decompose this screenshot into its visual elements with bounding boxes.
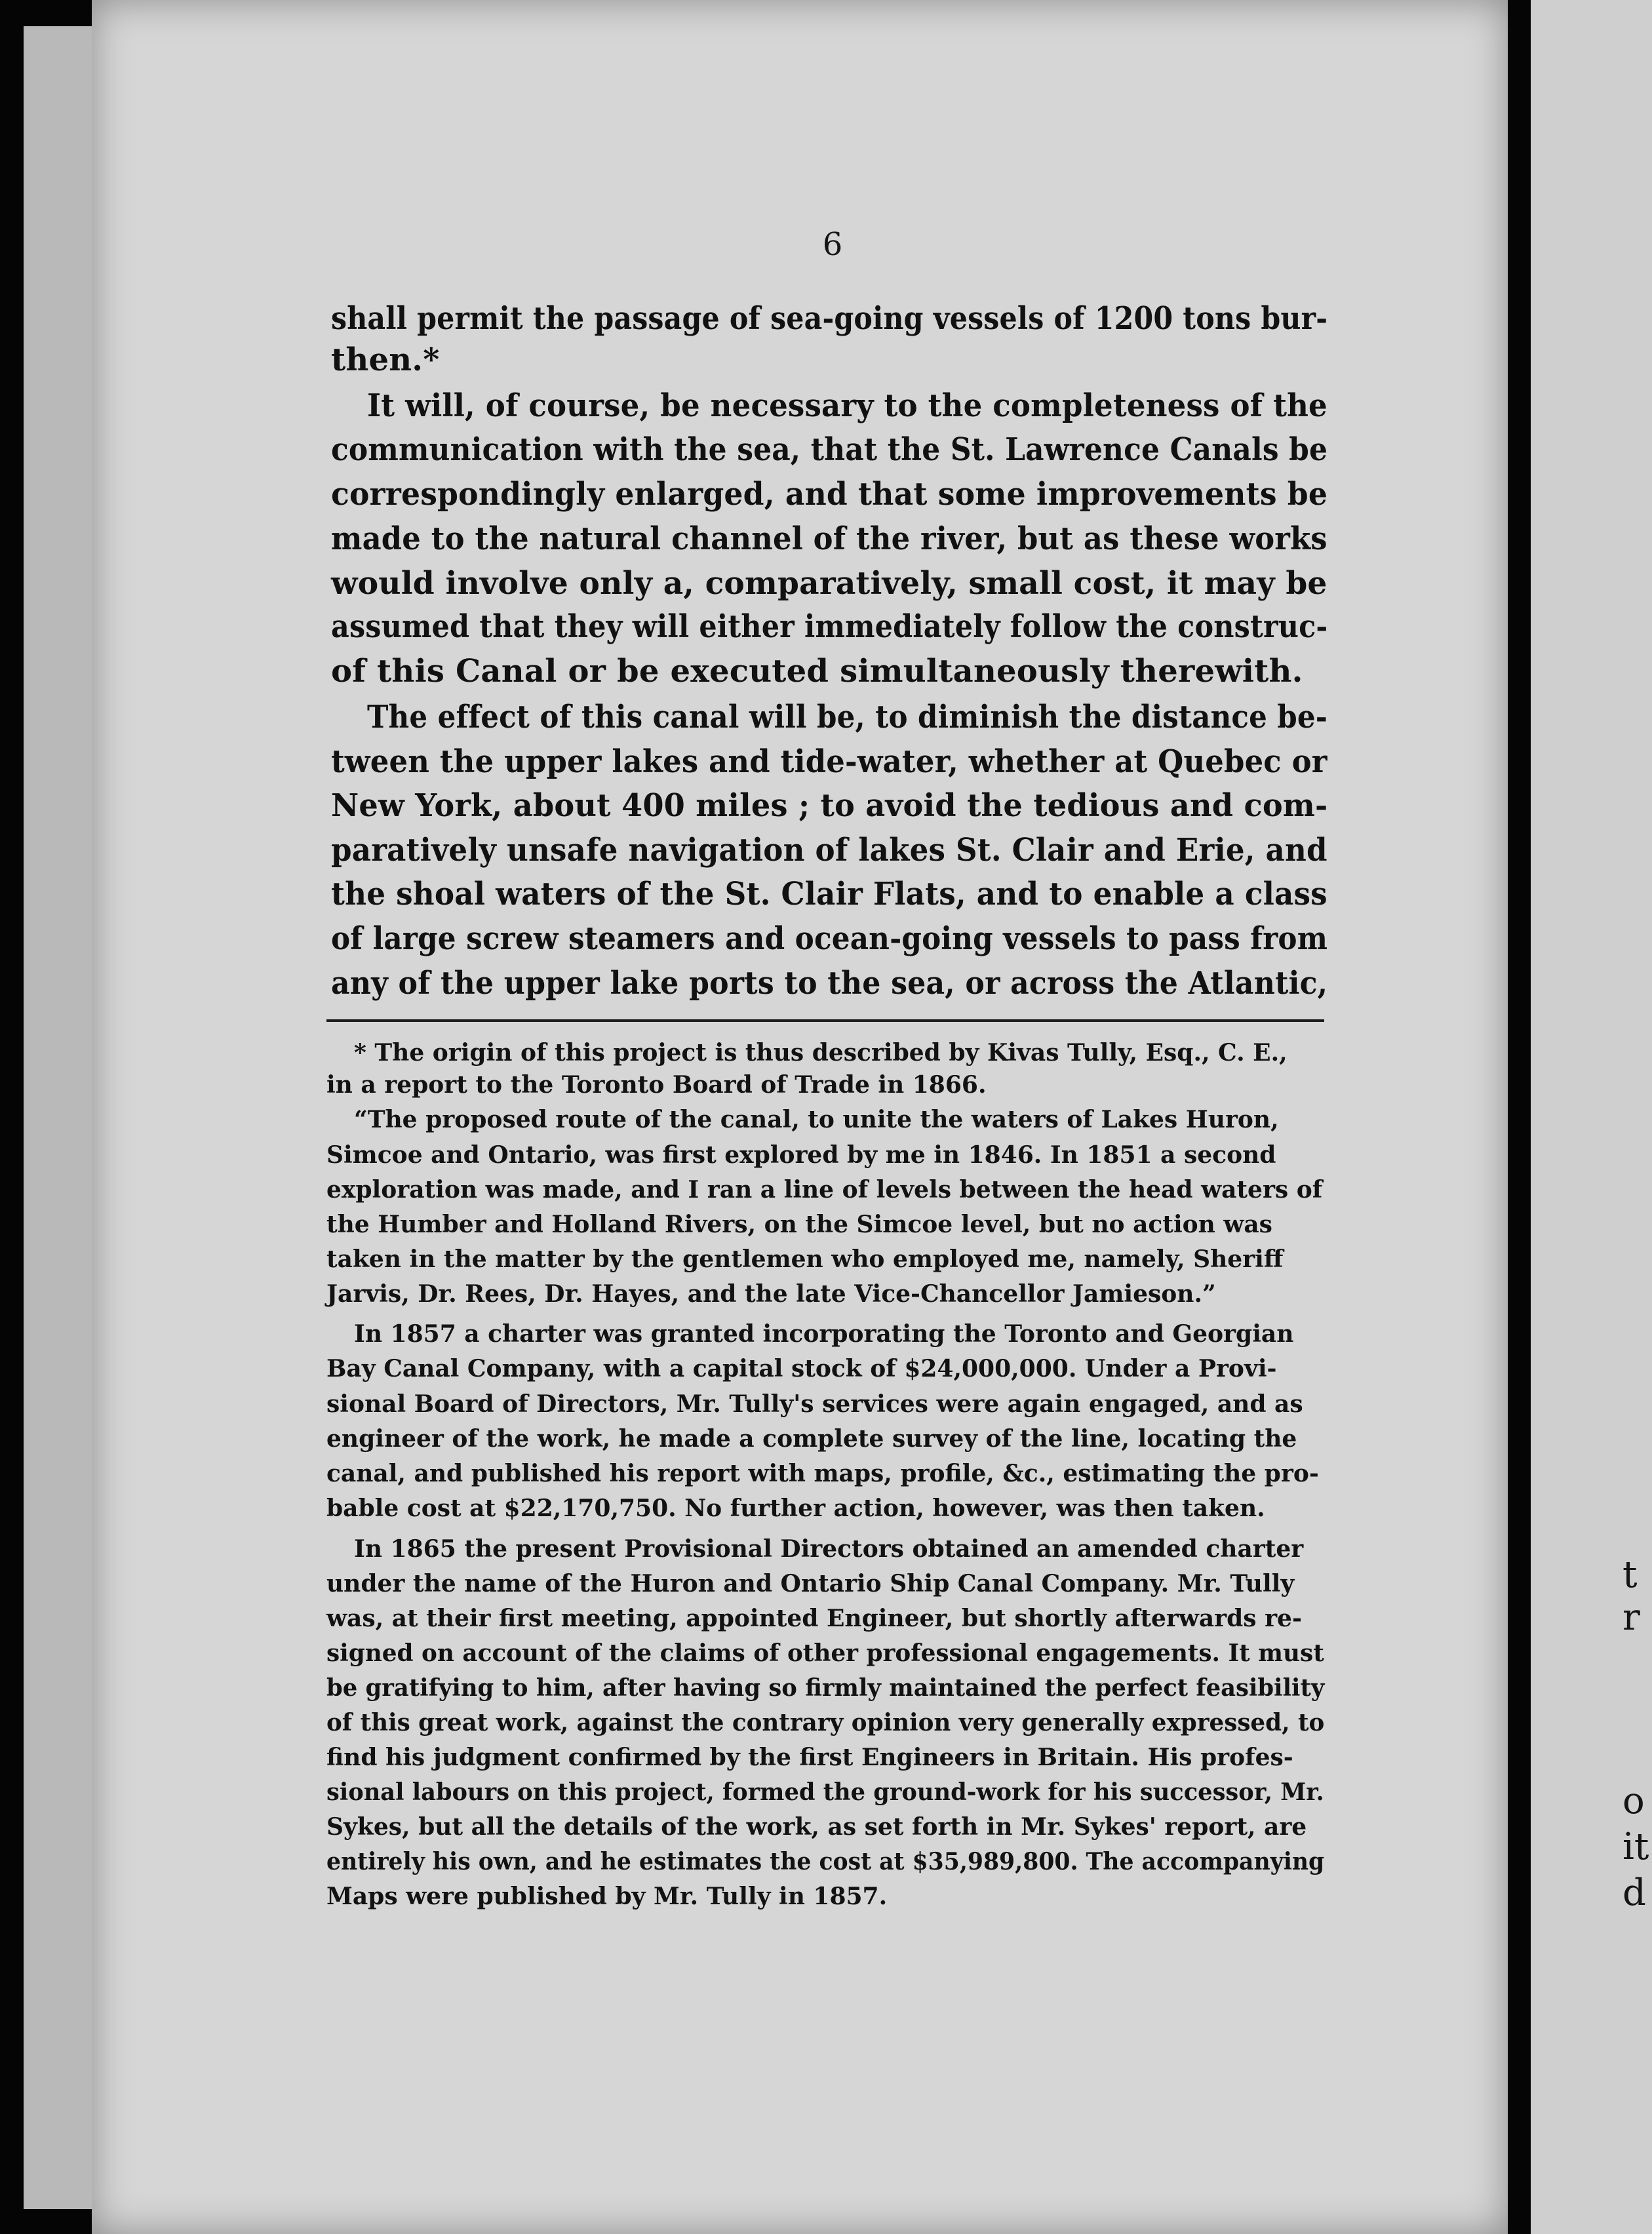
- right-page-fragment: it: [1622, 1826, 1649, 1868]
- right-page-fragment: o: [1622, 1780, 1645, 1822]
- body-line: communication with the sea, that the St. Lawrence Canals be: [331, 431, 1328, 468]
- body-line: of large screw steamers and ocean-going vessels to pass from: [331, 920, 1328, 957]
- body-line: any of the upper lake ports to the sea, or across the Atlantic,: [331, 965, 1328, 1002]
- right-page-edge: [1531, 0, 1652, 2234]
- footnote-line: be gratifying to him, after having so firmly maintained the perfect feasibility: [326, 1674, 1325, 1702]
- footnote-line: signed on account of the claims of other professional engagements. It must: [326, 1639, 1324, 1667]
- footnote-line: taken in the matter by the gentlemen who employed me, namely, Sheriff: [326, 1245, 1284, 1273]
- body-line: correspondingly enlarged, and that some improvements be: [331, 476, 1328, 513]
- footnote-line: In 1857 a charter was granted incorporating the Toronto and Georgian: [354, 1320, 1294, 1348]
- footnote-line: sional Board of Directors, Mr. Tully's services were again engaged, and as: [326, 1390, 1303, 1418]
- body-line: It will, of course, be necessary to the completeness of the: [367, 387, 1328, 424]
- footnote-line: Jarvis, Dr. Rees, Dr. Hayes, and the late Vice-Chancellor Jamieson.”: [326, 1280, 1216, 1308]
- body-line: would involve only a, comparatively, small cost, it may be: [331, 565, 1328, 602]
- footnote-line: “The proposed route of the canal, to unite the waters of Lakes Huron,: [354, 1106, 1279, 1133]
- body-line: The effect of this canal will be, to diminish the distance be-: [367, 699, 1328, 735]
- footnote-line: Sykes, but all the details of the work, as set forth in Mr. Sykes' report, are: [326, 1813, 1307, 1841]
- footnote-line: engineer of the work, he made a complete survey of the line, locating the: [326, 1425, 1297, 1453]
- footnote-line: exploration was made, and I ran a line of levels between the head waters of: [326, 1176, 1323, 1204]
- footnote-line: canal, and published his report with maps, profile, &c., estimating the pro-: [326, 1460, 1319, 1487]
- footnote-line: Simcoe and Ontario, was first explored by me in 1846. In 1851 a second: [326, 1141, 1276, 1169]
- right-page-fragment: d: [1622, 1871, 1646, 1914]
- footnote-line: bable cost at $22,170,750. No further action, however, was then taken.: [326, 1495, 1265, 1522]
- right-page-fragment: r: [1622, 1596, 1640, 1639]
- footnote-divider: [326, 1019, 1324, 1022]
- footnote-line: find his judgment confirmed by the first Engineers in Britain. His profes-: [326, 1744, 1293, 1771]
- footnote-line: under the name of the Huron and Ontario Ship Canal Company. Mr. Tully: [326, 1570, 1295, 1597]
- left-page-edge: [24, 26, 96, 2209]
- body-line: shall permit the passage of sea-going vessels of 1200 tons bur-: [331, 300, 1328, 337]
- body-line: the shoal waters of the St. Clair Flats, and to enable a class: [331, 876, 1328, 912]
- page-number: 6: [822, 226, 843, 263]
- footnote-line: In 1865 the present Provisional Directors obtained an amended charter: [354, 1535, 1304, 1563]
- body-line: New York, about 400 miles ; to avoid the tedious and com-: [331, 787, 1328, 824]
- footnote-line: in a report to the Toronto Board of Trade in 1866.: [326, 1071, 987, 1099]
- body-line: of this Canal or be executed simultaneously therewith.: [331, 653, 1303, 690]
- footnote-line: entirely his own, and he estimates the cost at $35,989,800. The accompanying: [326, 1848, 1325, 1875]
- body-line: tween the upper lakes and tide-water, whether at Quebec or: [331, 743, 1328, 780]
- footnote-line: * The origin of this project is thus described by Kivas Tully, Esq., C. E.,: [354, 1039, 1288, 1067]
- footnote-line: the Humber and Holland Rivers, on the Simcoe level, but no action was: [326, 1211, 1272, 1238]
- body-line: made to the natural channel of the river, but as these works: [331, 520, 1328, 557]
- footnote-line: Bay Canal Company, with a capital stock of $24,000,000. Under a Provi-: [326, 1355, 1277, 1382]
- body-line: assumed that they will either immediately follow the construc-: [331, 608, 1328, 645]
- footnote-line: Maps were published by Mr. Tully in 1857.: [326, 1883, 888, 1910]
- footnote-line: was, at their first meeting, appointed Engineer, but shortly afterwards re-: [326, 1605, 1302, 1632]
- body-line: then.*: [331, 342, 440, 378]
- footnote-line: sional labours on this project, formed the ground-work for his successor, Mr.: [326, 1778, 1324, 1806]
- footnote-line: of this great work, against the contrary opinion very generally expressed, to: [326, 1709, 1325, 1736]
- right-page-fragment: t: [1622, 1554, 1638, 1596]
- body-line: paratively unsafe navigation of lakes St. Clair and Erie, and: [331, 832, 1328, 869]
